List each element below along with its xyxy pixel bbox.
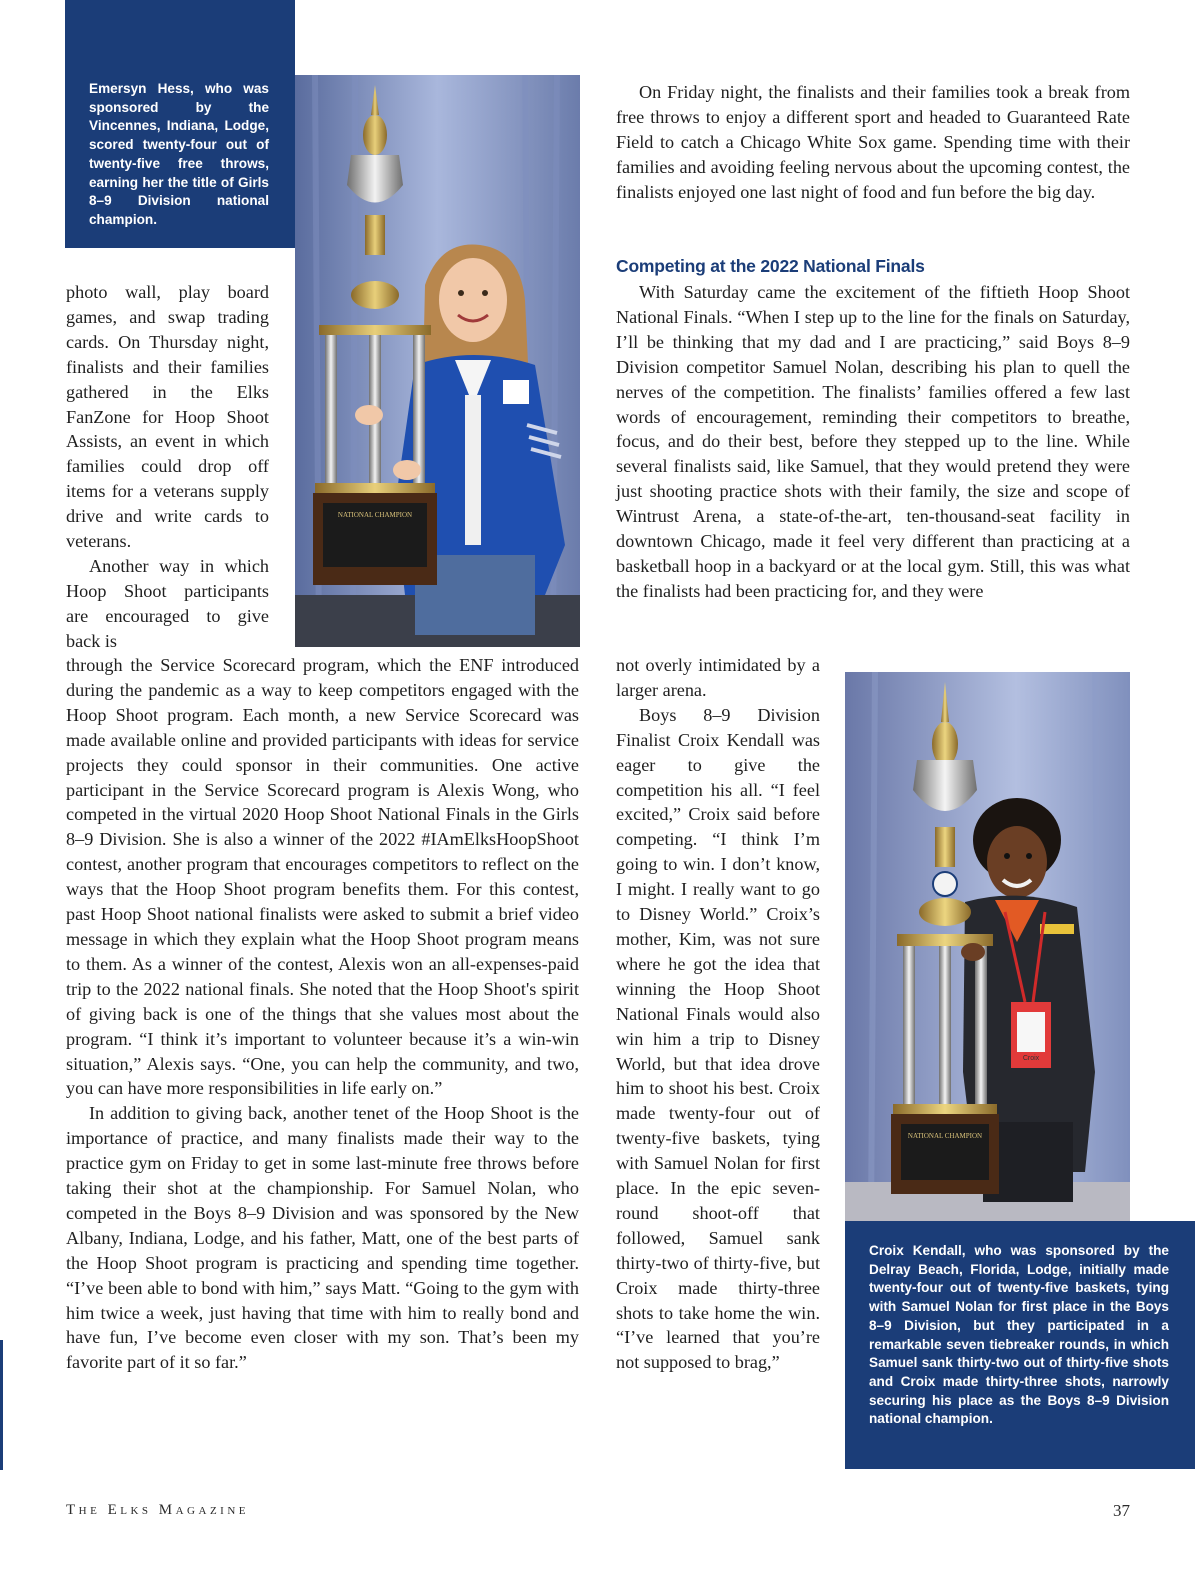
right-column-lower [616, 653, 820, 1375]
photo-caption-croix [845, 1221, 1195, 1469]
body-paragraph: Another way in which Hoop Shoot participants are encouraged to give back is [66, 555, 269, 651]
left-column-upper [66, 280, 269, 654]
body-paragraph: through the Service Scorecard program, which the ENF introduced during the pandemic as a way to keep competitors engaged with the Hoop Shoot program. Each month, a new Service Scorecard was made available online and provided participants with ideas for service projects they could sponsor in their communities. One active participant in the Service Scorecard program is Alexis Wong, who competed in the virtual 2020 Hoop Shoot National Finals in the Girls 8–9 Division. She is also a winner of the 2022 #IAmElksHoopShoot contest, another program that encourages competitors to reflect on the ways that the Hoop Shoot program benefits them. For this contest, past Hoop Shoot national finalists were asked to submit a brief video message in which they explain what the Hoop Shoot program means to them. As a winner of the contest, Alexis won an all-expenses-paid trip to the 2022 national finals. She noted that the Hoop Shoot's spirit of giving back is one of the things that she values most about the program. “I think it’s important to volunteer because it’s a win-win situation,” Alexis says. “One, you can help the community, and two, you can have more responsibilities in life early on.” [66, 655, 579, 1099]
name-badge-text: Croix [1022, 1055, 1040, 1062]
caption-text: Emersyn Hess, who was sponsored by the Vincennes, Indiana, Lodge, scored twenty-four out of twenty-five free throws, earning her the title of Girls 8–9 Division national champion. [89, 81, 269, 227]
body-paragraph: In addition to giving back, another tenet of the Hoop Shoot is the importance of practice, and many finalists made their way to the practice gym on Friday to get in some last-minute free throws before taking their shot at the championship. For Samuel Nolan, who competed in the Boys 8–9 Division and was sponsored by the New Albany, Indiana, Lodge, and his father, Matt, one of the best parts of the Hoop Shoot program is practicing and spending time together. “I’ve been able to bond with him,” says Matt. “Going to the gym with him twice a week, just having that time with him to really bond and have fun, I’ve become even closer with my son. That’s been my favorite part of it so far.” [66, 1103, 579, 1373]
caption-text: Croix Kendall, who was sponsored by the Delray Beach, Florida, Lodge, initially made twenty-four out of twenty-five baskets, tying with Samuel Nolan for first place in the Boys 8–9 Division, but they participated in a remarkable seven tiebreaker rounds, in which Samuel sank thirty-two out of thirty-five shots and Croix made thirty-three shots, narrowly securing his place as the Boys 8–9 Division national champion. [869, 1243, 1169, 1427]
body-paragraph: photo wall, play board games, and swap trading cards. On Thursday night, finalists and their families gathered in the Elks FanZone for Hoop Shoot Assists, an event in which families could drop off items for a veterans supply drive and write cards to veterans. [66, 282, 269, 552]
trophy-plaque-text: NATIONAL CHAMPION [907, 1132, 983, 1140]
body-paragraph: On Friday night, the finalists and their families took a break from free throws to enjoy a different sport and headed to Guaranteed Rate Field to catch a Chicago White Sox game. Spending time with their families and avoiding feeling nervous about the upcoming contest, the finalists enjoyed one last night of food and fun before the big day. [616, 82, 1130, 202]
photo-caption-emersyn [65, 0, 295, 248]
right-column-middle [616, 280, 1130, 604]
body-paragraph: not overly intimidated by a larger arena. [616, 655, 820, 700]
photo-emersyn-hess-trophy [295, 75, 580, 647]
trophy-plaque-text: NATIONAL CHAMPION [337, 511, 413, 519]
photo-croix-kendall-trophy [845, 672, 1130, 1221]
right-column-upper [616, 80, 1130, 205]
body-paragraph: With Saturday came the excitement of the fiftieth Hoop Shoot National Finals. “When I step up to the line for the finals on Saturday, I’ll be thinking that my dad and I are practicing,” said Boys 8–9 Division competitor Samuel Nolan, describing his plan to quell the nerves of the competition. The finalists’ families offered a few last words of encouragement, reminding their competitors to breathe, focus, and do their best, before they stepped up to the line. While several finalists said, like Samuel, that they would pretend they were just shooting practice shots with their family, the size and scope of Wintrust Arena, a state-of-the-art, ten-thousand-seat facility in downtown Chicago, made it feel very different than practicing at a basketball hoop in a backyard or at the local gym. Still, this was what the finalists had been practicing for, and they were [616, 282, 1130, 601]
body-paragraph: Boys 8–9 Division Finalist Croix Kendall was eager to give the competition his all. “I feel excited,” Croix said before competing. “I think I’m going to win. I don’t know, I might. I really want to go to Disney World.” Croix’s mother, Kim, was not sure where he got the idea that winning the Hoop Shoot National Finals would also win him a trip to Disney World, but that idea drove him to shoot his best. Croix made twenty-four out of twenty-five baskets, tying with Samuel Nolan for first place. In the epic seven-round shoot-off that followed, Samuel sank thirty-two of thirty-five, but Croix made thirty-three shots to take home the win. “I’ve learned that you’re not supposed to brag,” [616, 704, 820, 1373]
left-column-lower [66, 653, 579, 1375]
section-subheading: Competing at the 2022 National Finals [616, 256, 925, 276]
page-number: 37 [1113, 1501, 1130, 1520]
magazine-title-footer: The Elks Magazine [66, 1502, 249, 1518]
left-edge-accent-bar [0, 1340, 3, 1470]
